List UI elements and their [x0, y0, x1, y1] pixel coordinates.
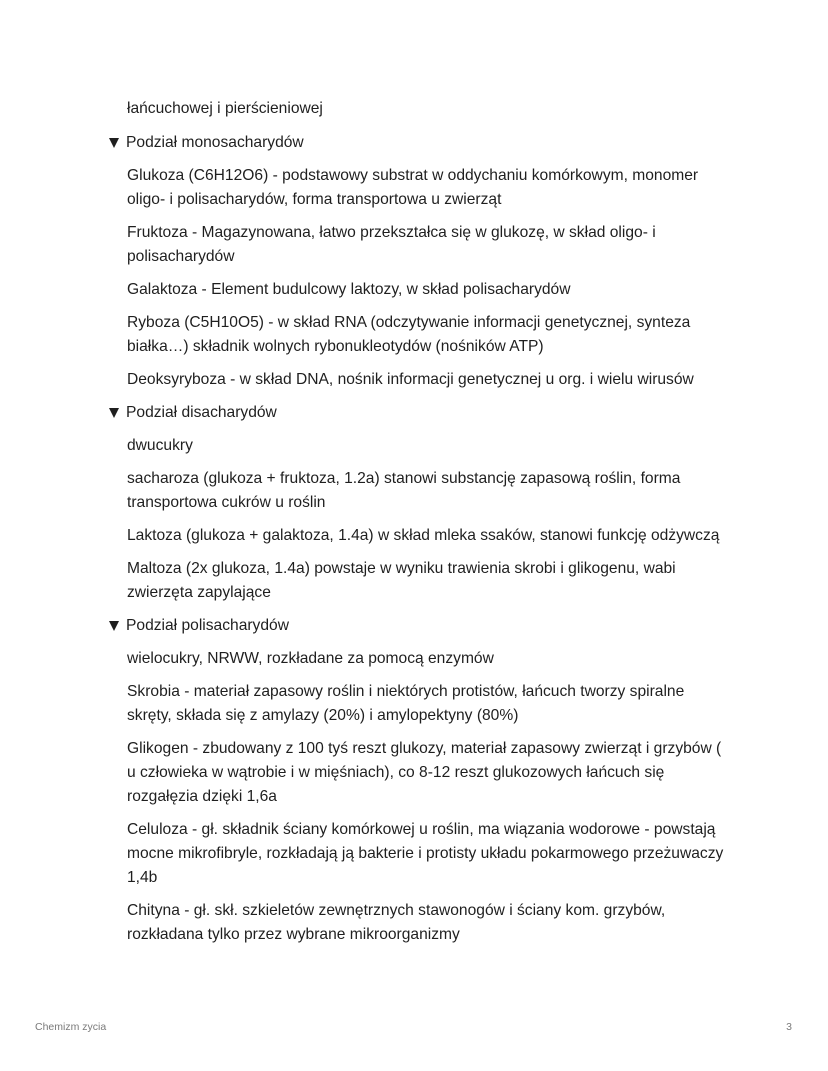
list-item: Laktoza (glukoza + galaktoza, 1.4a) w skład mleka ssaków, stanowi funkcję odżywczą [127, 527, 720, 544]
list-item: Chityna - gł. skł. szkieletów zewnętrznych stawonogów i ściany kom. grzybów, rozkładana tylko przez wybrane mikroorganizmy [127, 902, 666, 943]
list-item: dwucukry [127, 437, 193, 454]
triangle-down-icon[interactable] [109, 408, 119, 418]
toggle-heading: Podział polisacharydów [126, 617, 289, 634]
toggle-heading: Podział disacharydów [126, 404, 277, 421]
list-item: Glikogen - zbudowany z 100 tyś reszt glukozy, materiał zapasowy zwierząt i grzybów ( u człowieka w wątrobie i w mięśniach), co 8-12 reszt glukozowych łańcuch się rozgałęzia dzięki 1,6a [127, 740, 722, 805]
list-item: sacharoza (glukoza + fruktoza, 1.2a) stanowi substancję zapasową roślin, forma transportowa cukrów u roślin [127, 470, 681, 511]
document-content [108, 97, 728, 956]
page-number: 3 [786, 1021, 792, 1033]
footer-title: Chemizm zycia [35, 1021, 107, 1033]
toggle-polysaccharides[interactable] [108, 614, 728, 638]
list-item: Maltoza (2x glukoza, 1.4a) powstaje w wyniku trawienia skrobi i glikogenu, wabi zwierzęta zapylające [127, 560, 676, 601]
list-item: Ryboza (C5H10O5) - w skład RNA (odczytywanie informacji genetycznej, synteza białka…) składnik wolnych rybonukleotydów (nośników ATP) [127, 314, 691, 355]
list-item: Skrobia - materiał zapasowy roślin i niektórych protistów, łańcuch tworzy spiralne skręty, składa się z amylazy (20%) i amylopektyny (80%) [127, 683, 685, 724]
list-item: Glukoza (C6H12O6) - podstawowy substrat w oddychaniu komórkowym, monomer oligo- i polisacharydów, forma transportowa u zwierząt [127, 167, 699, 208]
list-item: wielocukry, NRWW, rozkładane za pomocą enzymów [127, 650, 494, 667]
intro-text: łańcuchowej i pierścieniowej [127, 100, 323, 117]
triangle-down-icon[interactable] [109, 138, 119, 148]
toggle-heading: Podział monosacharydów [126, 134, 304, 151]
toggle-monosaccharides[interactable] [108, 131, 728, 155]
list-item: Galaktoza - Element budulcowy laktozy, w skład polisacharydów [127, 281, 571, 298]
triangle-down-icon[interactable] [109, 621, 119, 631]
toggle-disaccharides[interactable] [108, 401, 728, 425]
list-item: Deoksyryboza - w skład DNA, nośnik informacji genetycznej u org. i wielu wirusów [127, 371, 694, 388]
list-item: Celuloza - gł. składnik ściany komórkowej u roślin, ma wiązania wodorowe - powstają mocne mikrofibryle, rozkładają ją bakterie i protisty układu pokarmowego przeżuwaczy 1,4b [127, 821, 724, 886]
list-item: Fruktoza - Magazynowana, łatwo przekształca się w glukozę, w skład oligo- i polisacharydów [127, 224, 656, 265]
